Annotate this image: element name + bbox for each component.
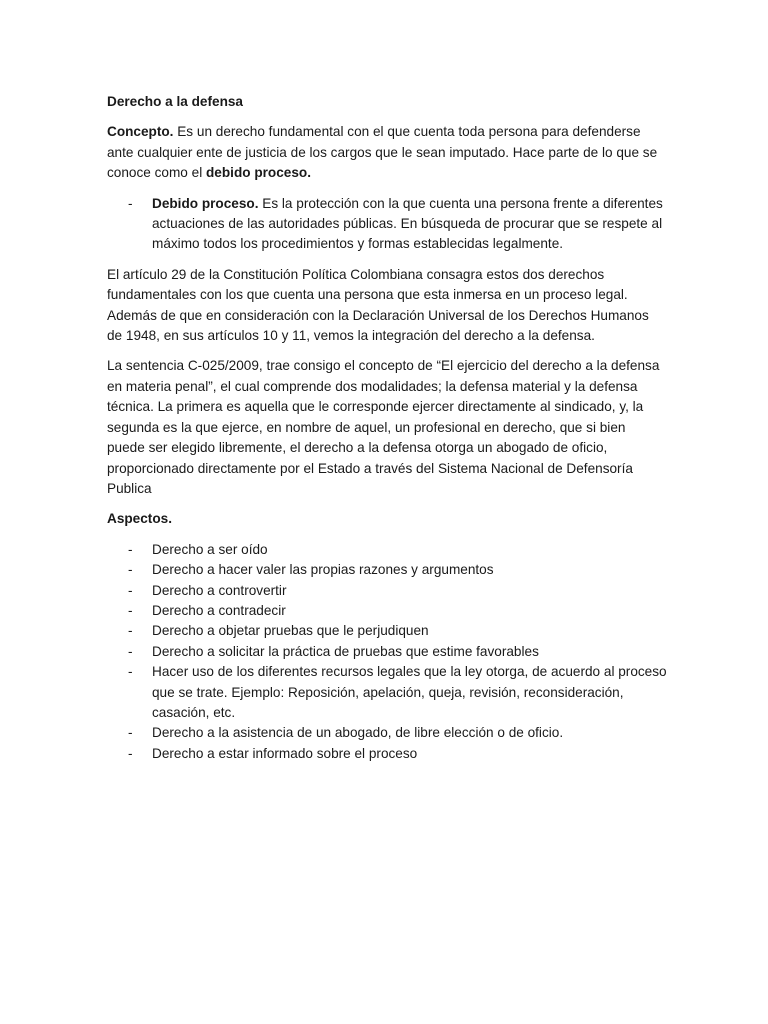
list-item [107, 621, 667, 641]
list-item [107, 601, 667, 621]
paragraph-article-29: El artículo 29 de la Constitución Política Colombiana consagra estos dos derechos fundamentales con los que cuenta una persona que esta inmersa en un proceso legal. Además de que en consideración con la Declaración Universal de los Derechos Humanos de 1948, en sus artículos 10 y 11, vemos la integración del derecho a la defensa. [107, 266, 649, 344]
dash-bullet: - [128, 664, 133, 680]
list-item-text: Derecho a controvertir [152, 582, 287, 598]
debido-label: Debido proceso. [152, 195, 259, 211]
list-item [107, 642, 667, 662]
list-item [107, 194, 667, 255]
concept-paragraph [107, 122, 667, 183]
dash-bullet: - [128, 745, 133, 761]
aspects-heading: Aspectos. [107, 511, 172, 527]
dash-bullet: - [128, 582, 133, 598]
document-page [107, 92, 667, 774]
list-item-text: Derecho a objetar pruebas que le perjudiquen [152, 623, 429, 639]
dash-bullet: - [128, 562, 133, 578]
list-item-text: Derecho a la asistencia de un abogado, de libre elección o de oficio. [152, 725, 564, 741]
list-item-text: Derecho a ser oído [152, 541, 268, 557]
list-item [107, 723, 667, 743]
list-item-text: Derecho a contradecir [152, 602, 286, 618]
list-item-text: Derecho a hacer valer las propias razones y argumentos [152, 562, 494, 578]
concept-bold-end: debido proceso. [206, 165, 311, 181]
debido-proceso-list [107, 194, 667, 255]
list-item-text: Derecho a solicitar la práctica de pruebas que estime favorables [152, 643, 539, 659]
dash-bullet: - [128, 623, 133, 639]
dash-bullet: - [128, 643, 133, 659]
list-item [107, 662, 667, 723]
debido-text: Es la protección con la que cuenta una persona frente a diferentes actuaciones de las autoridades públicas. En búsqueda de procurar que se respete al máximo todos los procedimientos y formas establecidas legalmente. [152, 195, 663, 252]
dash-bullet: - [128, 541, 133, 557]
paragraph-sentencia: La sentencia C-025/2009, trae consigo el concepto de “El ejercicio del derecho a la defensa en materia penal”, el cual comprende dos modalidades; la defensa material y la defensa técnica. La primera es aquella que le corresponde ejercer directamente al sindicado, y, la segunda es la que ejerce, en nombre de aquel, un profesional en derecho, que si bien puede ser elegido libremente, el derecho a la defensa otorga un abogado de oficio, proporcionado directamente por el Estado a través del Sistema Nacional de Defensoría Publica [107, 358, 660, 496]
concept-text: Es un derecho fundamental con el que cuenta toda persona para defenderse ante cualquier ente de justicia de los cargos que le sean imputado. Hace parte de lo que se conoce como el [107, 124, 658, 181]
list-item [107, 744, 667, 764]
dash-bullet: - [128, 195, 133, 211]
list-item-text: Hacer uso de los diferentes recursos legales que la ley otorga, de acuerdo al proceso que se trate. Ejemplo: Reposición, apelación, queja, revisión, reconsideración, casación, etc. [152, 664, 667, 720]
list-item [107, 540, 667, 560]
aspects-list [107, 540, 667, 764]
list-item [107, 560, 667, 580]
concept-label: Concepto. [107, 124, 174, 140]
document-title: Derecho a la defensa [107, 94, 243, 109]
list-item [107, 581, 667, 601]
dash-bullet: - [128, 725, 133, 741]
dash-bullet: - [128, 602, 133, 618]
list-item-text: Derecho a estar informado sobre el proceso [152, 745, 418, 761]
